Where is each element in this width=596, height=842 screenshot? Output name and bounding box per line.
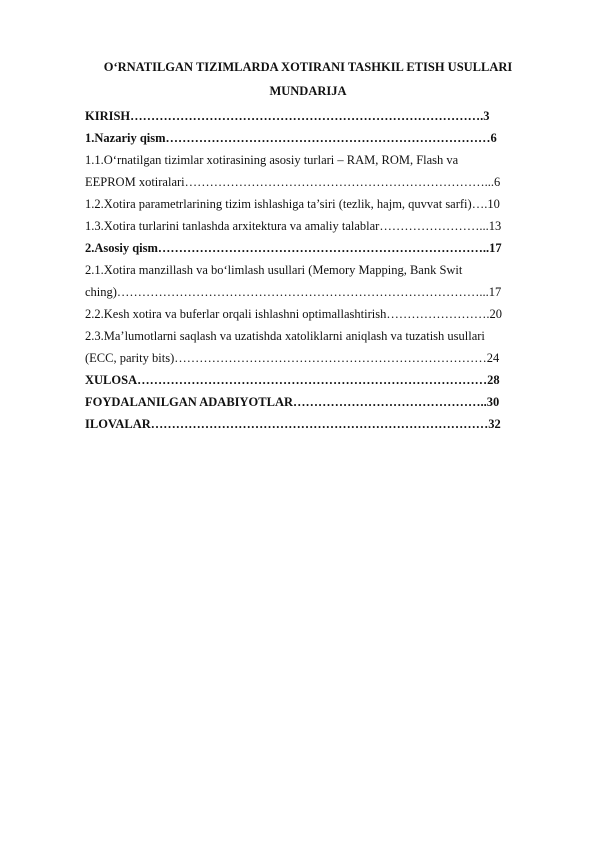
toc-entry-asosiy-qism[interactable]: 2.Asosiy qism……………………………………………………………………..17 xyxy=(85,241,502,255)
toc-entry-1-1-line-2[interactable]: EEPROM xotiralari………………………………………………………………...6 xyxy=(85,175,501,189)
toc-entry-1-1-line-1[interactable]: 1.1.O‘rnatilgan tizimlar xotirasining asosiy turlari – RAM, ROM, Flash va xyxy=(85,153,459,167)
toc-entry-2-3-line-1[interactable]: 2.3.Ma’lumotlarni saqlash va uzatishda xatoliklarni aniqlash va tuzatish usullari xyxy=(85,329,485,343)
toc-entry-2-1-line-2[interactable]: ching)……………………………………………………………………………...17 xyxy=(85,285,502,299)
toc-entry-ilovalar[interactable]: ILOVALAR………………………………………………………………………32 xyxy=(85,417,501,431)
toc-entry-nazariy-qism[interactable]: 1.Nazariy qism……………………………………………………………………6 xyxy=(85,131,497,145)
toc-entry-1-2[interactable]: 1.2.Xotira parametrlarining tizim ishlashiga ta’siri (tezlik, hajm, quvvat sarfi)….10 xyxy=(85,197,500,211)
toc-entry-kirish[interactable]: KIRISH………………………………………………………………………….3 xyxy=(85,109,490,123)
toc-heading: MUNDARIJA xyxy=(269,84,347,98)
document-title: O‘RNATILGAN TIZIMLARDA XOTIRANI TASHKIL ETISH USULLARI xyxy=(103,60,513,74)
toc-entry-2-3-line-2[interactable]: (ECC, parity bits)…………………………………………………………………24 xyxy=(85,351,500,365)
toc-entry-foydalanilgan-adabiyotlar[interactable]: FOYDALANILGAN ADABIYOTLAR………………………………………..30 xyxy=(85,395,500,409)
table-of-contents xyxy=(85,105,555,435)
toc-entry-xulosa[interactable]: XULOSA…………………………………………………………………………28 xyxy=(85,373,500,387)
toc-entry-2-1-line-1[interactable]: 2.1.Xotira manzillash va bo‘limlash usullari (Memory Mapping, Bank Swit xyxy=(85,263,463,277)
toc-entry-1-3[interactable]: 1.3.Xotira turlarini tanlashda arxitektura va amaliy talablar……………………...13 xyxy=(85,219,502,233)
toc-entry-2-2[interactable]: 2.2.Kesh xotira va buferlar orqali ishlashni optimallashtirish…………………….20 xyxy=(85,307,502,321)
